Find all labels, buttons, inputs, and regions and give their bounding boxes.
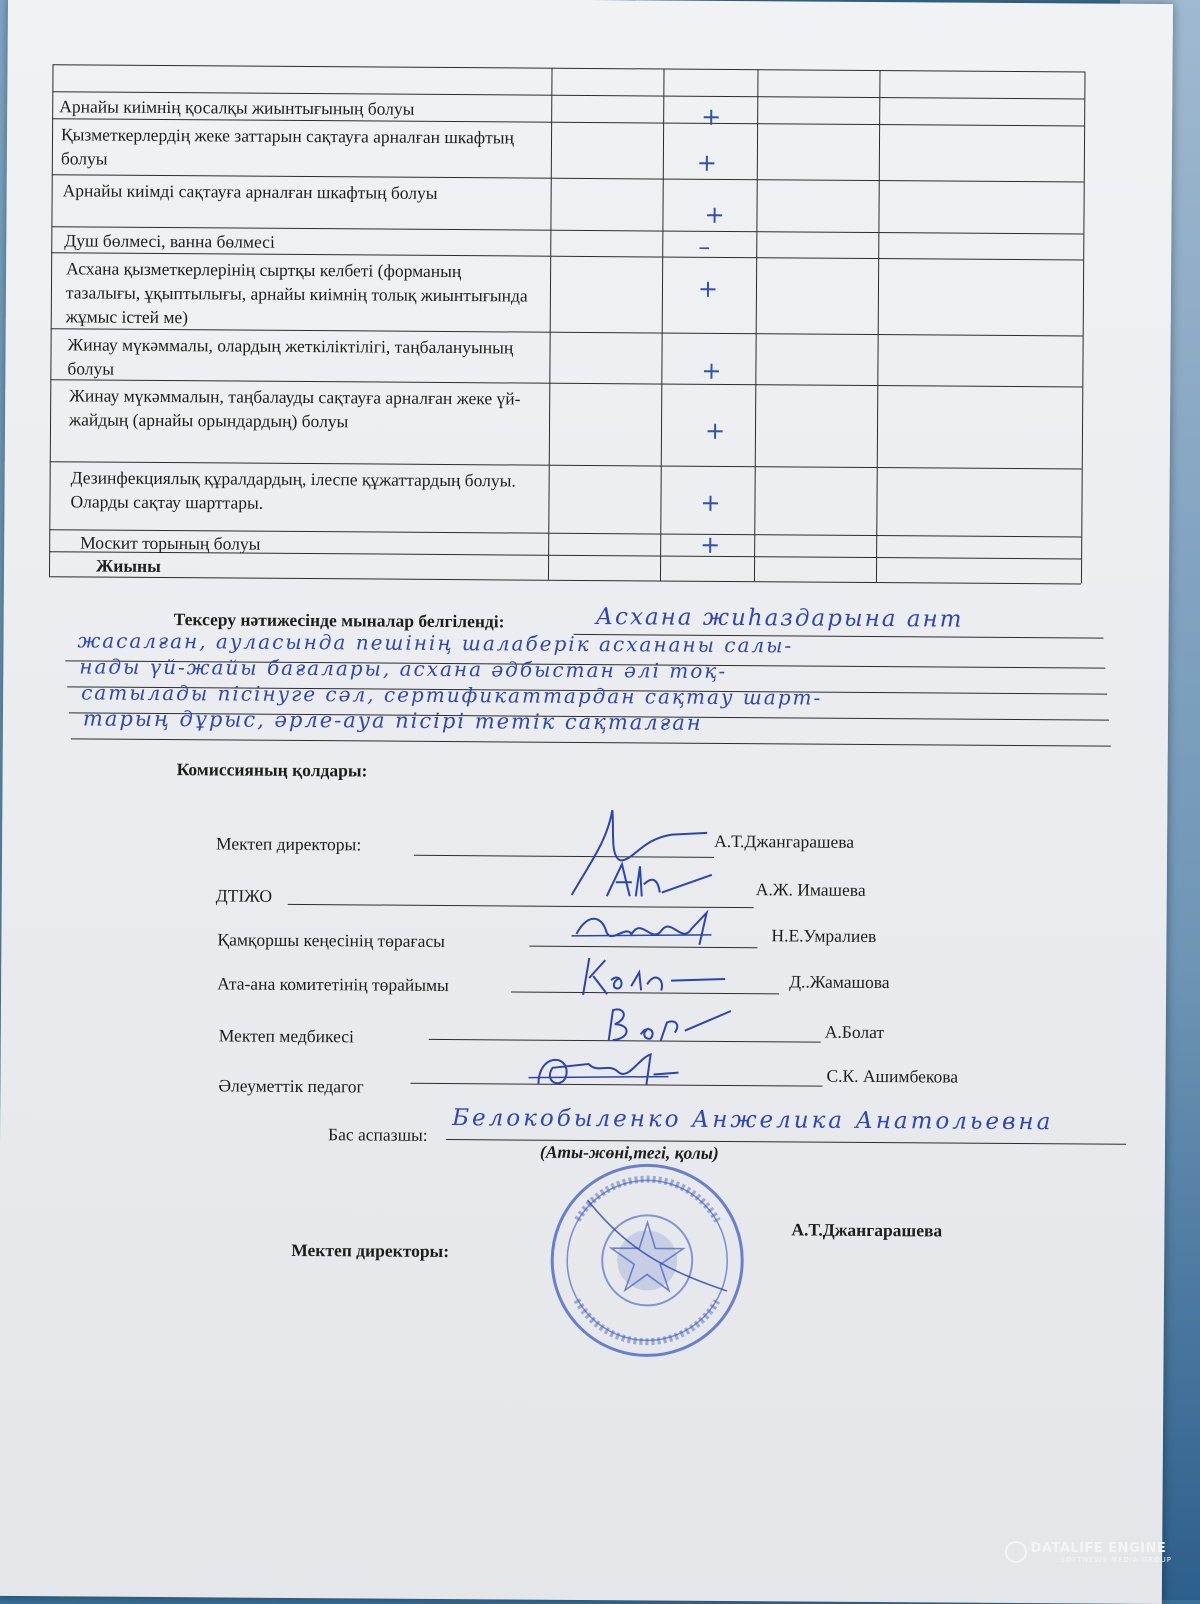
table-row: [67, 332, 527, 383]
signatures-heading: Комиссияның қолдары:: [176, 759, 368, 781]
signature-role: Қамқоршы кеңесінің төрағасы: [217, 929, 446, 952]
check-mark: +: [700, 488, 721, 517]
signature-scribble: [602, 856, 722, 907]
findings-label: Тексеру нәтижесінде мыналар белгіленді:: [173, 609, 505, 632]
row-label: Қызметкерлердің жеке заттарын сақтауға арналған шкафтың болуы: [60, 124, 515, 169]
table-row: [63, 178, 503, 205]
findings-line: тарың дұрыс, әрле-ауа пісірі тетік сақталған: [82, 706, 703, 735]
director-label: Мектеп директоры:: [291, 1239, 450, 1262]
findings-line: нады үй-жайы бағалары, асхана әдбыстан әлі тоқ-: [79, 654, 728, 683]
row-label: Жинау мүкәммалы, олардың жеткіліктілігі, таңбалануының болуы: [67, 334, 514, 379]
findings-line: жасалған, ауласында пешінің шалаберік асхананы салы-: [77, 628, 794, 658]
signature-scribble: [571, 904, 721, 955]
row-label: Дезинфекциялық құралдардың, ілеспе құжаттардың болуы. Оларды сақтау шарттары.: [70, 467, 516, 513]
total-row-label: Жиыны: [95, 555, 161, 577]
watermark-subtitle: SOFTNEWS MEDIA GROUP: [1060, 1556, 1172, 1564]
signatory-name: А.Ж. Имашева: [755, 879, 866, 900]
row-label: Асхана қызметкерлерінің сыртқы келбеті (форманың тазалығы, ұқыптылығы, арнайы киімнің толық жиынтығында жұмыс істей ме): [65, 258, 528, 328]
check-mark: +: [704, 416, 726, 445]
watermark-title: DATALIFE ENGINE: [1030, 1541, 1167, 1556]
row-label: Москит торының болуы: [80, 532, 261, 554]
signature-scribble: [575, 950, 735, 1001]
findings-line: Асхана жиһаздарына ант: [595, 604, 964, 633]
check-mark: +: [697, 274, 719, 303]
signatory-name: Д..Жамашова: [789, 971, 890, 993]
check-mark: +: [701, 356, 722, 385]
row-label: Арнайы киімді сақтауға арналған шкафтың болуы: [62, 180, 438, 203]
table-row: [69, 383, 549, 434]
signature-role: ДТІЖО: [215, 885, 273, 906]
datalife-logo-icon: [1005, 1541, 1027, 1563]
table-row: [70, 465, 540, 516]
signature-role: Мектеп медбикесі: [218, 1025, 355, 1047]
signature-role: Ата-ана комитетінің төрайымы: [217, 973, 449, 996]
signatory-name: А.Болат: [824, 1021, 885, 1043]
table-row: [61, 122, 531, 173]
check-mark: +: [696, 148, 718, 177]
row-label: Жинау мүкәммалын, таңбалауды сақтауға арналған жеке үй-жайдың (арнайы орындардың) болуы: [68, 385, 521, 432]
chef-role: Бас аспазшы:: [328, 1124, 428, 1145]
signature-role: Әлеуметтік педагог: [218, 1075, 364, 1097]
check-mark: +: [704, 200, 725, 229]
findings-line: сатылады пісінуге сәл, сертификаттардан сақтау шарт-: [81, 680, 823, 710]
signatory-name: А.Т.Джангарашева: [714, 830, 855, 852]
table-row: [64, 228, 504, 255]
signature-role: Мектеп директоры:: [216, 833, 362, 855]
signatory-name: С.К. Ашимбекова: [826, 1065, 959, 1087]
official-stamp: [547, 1160, 748, 1361]
row-label: Арнайы киімнің қосалқы жиынтығының болуы: [59, 96, 415, 119]
table-row: [66, 256, 536, 331]
row-label: Душ бөлмесі, ванна бөлмесі: [64, 230, 275, 252]
signatory-name: Н.Е.Умралиев: [771, 925, 877, 947]
check-mark: +: [700, 530, 721, 559]
watermark: [1031, 1541, 1172, 1564]
check-mark: +: [701, 102, 722, 131]
chef-handwritten-name: Белокобыленко Анжелика Анатольевна: [452, 1105, 1054, 1136]
check-mark: –: [698, 232, 711, 261]
inspection-table: [8, 0, 1173, 577]
chef-caption: (Аты-жөні,тегі, қолы): [539, 1141, 719, 1163]
signature-scribble: [528, 1044, 688, 1095]
director-name: А.Т.Джангарашева: [791, 1219, 943, 1241]
table-row: [59, 94, 544, 121]
